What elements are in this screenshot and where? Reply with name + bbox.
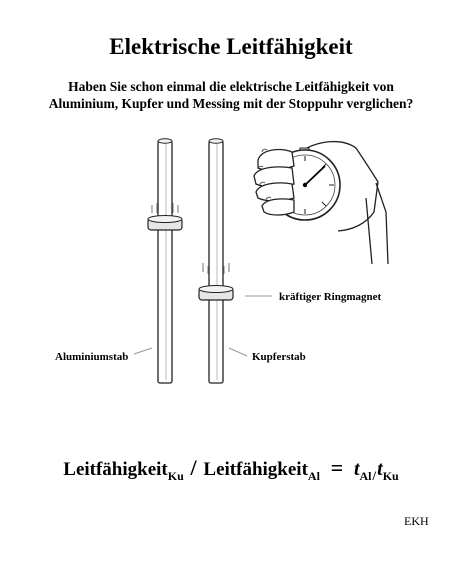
formula-slash: /: [190, 455, 197, 480]
copper-leader-line: [229, 348, 247, 356]
formula-term-2: Leitfähigkeit: [203, 459, 308, 480]
fingers: [254, 150, 294, 215]
hand-with-stopwatch: [254, 142, 388, 264]
formula-term-1: Leitfähigkeit: [63, 459, 168, 480]
formula-t2-sub: Ku: [382, 469, 399, 483]
formula-t1-sub: Al: [359, 469, 372, 483]
formula-sub-2: Al: [307, 469, 320, 483]
conductivity-formula: [0, 455, 462, 484]
aluminium-leader-line: [134, 348, 152, 354]
aluminium-label: Aluminiumstab: [55, 351, 129, 363]
copper-rod: [209, 139, 223, 383]
magnet-label: kräftiger Ringmagnet: [279, 291, 382, 303]
question-line-2: Aluminium, Kupfer und Messing mit der Stoppuhr verglichen?: [48, 96, 414, 111]
formula-sub-1: Ku: [167, 469, 184, 483]
question-line-1: Haben Sie schon einmal die elektrische Leitfähigkeit von: [68, 79, 394, 94]
page-title: Elektrische Leitfähigkeit: [109, 34, 353, 59]
formula-equals: =: [330, 455, 344, 480]
copper-label: Kupferstab: [252, 351, 306, 363]
formula-t2: t: [377, 458, 383, 480]
formula-inner-slash: /: [372, 468, 377, 483]
formula-t1: t: [353, 458, 360, 480]
aluminium-rod: [158, 139, 172, 383]
author-initials: EKH: [404, 514, 429, 528]
